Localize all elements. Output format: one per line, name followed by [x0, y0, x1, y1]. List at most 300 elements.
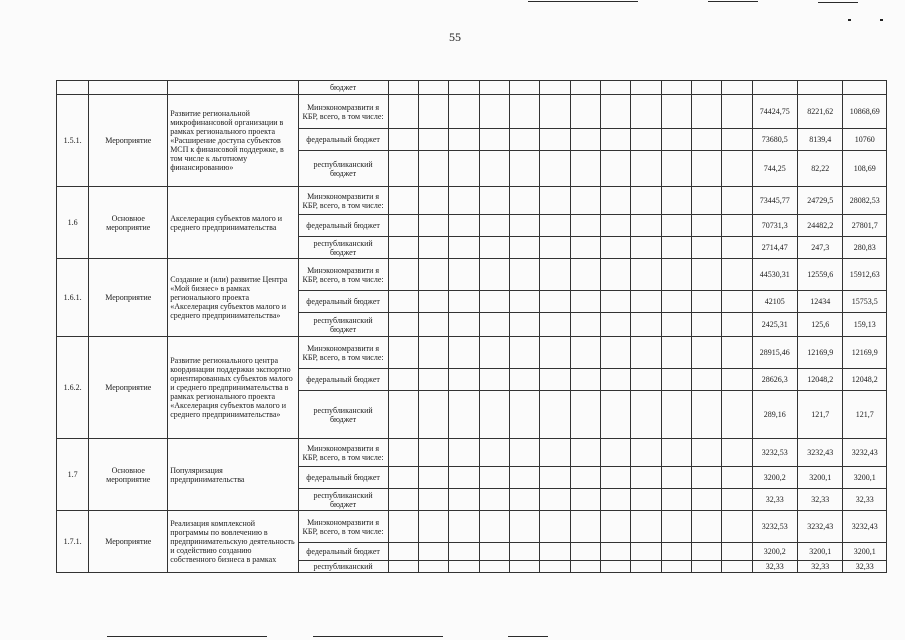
empty-year-cell	[600, 489, 630, 511]
empty-year-cell	[661, 259, 691, 291]
activity-name: Популяризация предпринимательства	[168, 439, 298, 511]
empty-year-cell	[540, 259, 570, 291]
empty-year-cell	[631, 81, 661, 95]
empty-year-cell	[388, 489, 418, 511]
empty-year-cell	[722, 489, 752, 511]
empty-year-cell	[418, 391, 448, 439]
empty-year-cell	[722, 291, 752, 313]
amount-year-3: 32,33	[843, 561, 887, 573]
empty-year-cell	[449, 439, 479, 467]
empty-year-cell	[388, 543, 418, 561]
empty-year-cell	[570, 561, 600, 573]
empty-year-cell	[509, 391, 539, 439]
empty-year-cell	[570, 95, 600, 129]
activity-kind: Мероприятие	[89, 259, 168, 337]
empty-year-cell	[722, 337, 752, 369]
empty-year-cell	[661, 151, 691, 187]
empty-year-cell	[479, 237, 509, 259]
empty-year-cell	[418, 95, 448, 129]
empty-year-cell	[509, 291, 539, 313]
amount-year-2: 3232,43	[797, 439, 842, 467]
amount-year-1: 3232,53	[752, 511, 797, 543]
empty-year-cell	[631, 489, 661, 511]
empty-year-cell	[418, 337, 448, 369]
amount-year-3: 108,69	[843, 151, 887, 187]
empty-year-cell	[570, 489, 600, 511]
amount-year-2: 121,7	[797, 391, 842, 439]
empty-year-cell	[479, 259, 509, 291]
empty-year-cell	[570, 291, 600, 313]
activity-code: 1.7.1.	[57, 511, 89, 573]
table-row	[57, 187, 887, 215]
empty-year-cell	[722, 259, 752, 291]
empty-year-cell	[722, 511, 752, 543]
empty-year-cell	[570, 439, 600, 467]
activity-code: 1.6.2.	[57, 337, 89, 439]
empty-year-cell	[600, 543, 630, 561]
empty-year-cell	[479, 187, 509, 215]
empty-year-cell	[509, 237, 539, 259]
empty-year-cell	[600, 369, 630, 391]
empty-year-cell	[570, 313, 600, 337]
empty-year-cell	[631, 543, 661, 561]
empty-year-cell	[509, 561, 539, 573]
empty-year-cell	[418, 187, 448, 215]
empty-year-cell	[691, 95, 721, 129]
activity-code: 1.7	[57, 439, 89, 511]
empty-year-cell	[722, 95, 752, 129]
empty-year-cell	[479, 151, 509, 187]
table-row	[57, 439, 887, 467]
empty-year-cell	[570, 369, 600, 391]
activity-name: Создание и (или) развитие Центра «Мой бизнес» в рамках регионального проекта «Акселерация субъектов малого и среднего предпринимательства»	[168, 259, 298, 337]
amount-year-1: 3232,53	[752, 439, 797, 467]
amount-year-3: 280,83	[843, 237, 887, 259]
empty-year-cell	[388, 187, 418, 215]
empty-year-cell	[418, 543, 448, 561]
empty-year-cell	[509, 439, 539, 467]
activity-kind: Основное мероприятие	[89, 439, 168, 511]
amount-year-2: 24482,2	[797, 215, 842, 237]
empty-year-cell	[418, 313, 448, 337]
amount-year-2: 3200,1	[797, 467, 842, 489]
empty-year-cell	[661, 561, 691, 573]
empty-year-cell	[661, 369, 691, 391]
activity-code: 1.5.1.	[57, 95, 89, 187]
page-number: 55	[449, 30, 461, 44]
empty-year-cell	[540, 511, 570, 543]
empty-year-cell	[509, 129, 539, 151]
activity-name: Акселерация субъектов малого и среднего предпринимательства	[168, 187, 298, 259]
amount-year-1: 73680,5	[752, 129, 797, 151]
empty-year-cell	[418, 439, 448, 467]
kind-cell	[89, 81, 168, 95]
empty-year-cell	[509, 467, 539, 489]
empty-year-cell	[449, 313, 479, 337]
funding-source: федеральный бюджет	[298, 543, 388, 561]
empty-year-cell	[479, 337, 509, 369]
empty-year-cell	[600, 237, 630, 259]
value-cell	[797, 81, 842, 95]
empty-year-cell	[570, 187, 600, 215]
empty-year-cell	[691, 237, 721, 259]
empty-year-cell	[479, 81, 509, 95]
code-cell	[57, 81, 89, 95]
scan-line-bottom-1	[107, 636, 267, 637]
empty-year-cell	[570, 511, 600, 543]
empty-year-cell	[570, 151, 600, 187]
empty-year-cell	[509, 187, 539, 215]
empty-year-cell	[479, 439, 509, 467]
empty-year-cell	[418, 561, 448, 573]
empty-year-cell	[631, 511, 661, 543]
activity-kind: Мероприятие	[89, 95, 168, 187]
empty-year-cell	[691, 489, 721, 511]
empty-year-cell	[722, 187, 752, 215]
empty-year-cell	[449, 129, 479, 151]
empty-year-cell	[449, 187, 479, 215]
empty-year-cell	[449, 337, 479, 369]
empty-year-cell	[631, 187, 661, 215]
empty-year-cell	[449, 259, 479, 291]
scan-dot-2	[880, 19, 883, 21]
funding-source: федеральный бюджет	[298, 129, 388, 151]
amount-year-1: 28915,46	[752, 337, 797, 369]
funding-source: республиканский бюджет	[298, 489, 388, 511]
empty-year-cell	[449, 81, 479, 95]
empty-year-cell	[388, 95, 418, 129]
empty-year-cell	[661, 337, 691, 369]
empty-year-cell	[722, 561, 752, 573]
amount-year-1: 74424,75	[752, 95, 797, 129]
scan-line-top-3	[818, 2, 858, 3]
value-cell	[752, 81, 797, 95]
funding-source: Минэкономразвити я КБР, всего, в том числе:	[298, 187, 388, 215]
empty-year-cell	[388, 313, 418, 337]
amount-year-1: 70731,3	[752, 215, 797, 237]
empty-year-cell	[509, 369, 539, 391]
empty-year-cell	[691, 337, 721, 369]
empty-year-cell	[540, 439, 570, 467]
empty-year-cell	[540, 543, 570, 561]
empty-year-cell	[661, 543, 691, 561]
empty-year-cell	[691, 391, 721, 439]
empty-year-cell	[631, 215, 661, 237]
empty-year-cell	[691, 439, 721, 467]
empty-year-cell	[479, 369, 509, 391]
empty-year-cell	[388, 237, 418, 259]
amount-year-3: 15912,63	[843, 259, 887, 291]
name-cell	[168, 81, 298, 95]
amount-year-2: 12169,9	[797, 337, 842, 369]
empty-year-cell	[661, 237, 691, 259]
activity-name: Развитие региональной микрофинансовой организации в рамках регионального проекта «Расширение доступа субъектов МСП к финансовой поддержке, в том числе к льготному финансированию»	[168, 95, 298, 187]
activity-code: 1.6.1.	[57, 259, 89, 337]
amount-year-3: 12169,9	[843, 337, 887, 369]
empty-year-cell	[661, 511, 691, 543]
funding-source: Минэкономразвити я КБР, всего, в том числе:	[298, 511, 388, 543]
empty-year-cell	[600, 337, 630, 369]
funding-source: Минэкономразвити я КБР, всего, в том числе:	[298, 337, 388, 369]
source-cell: бюджет	[298, 81, 388, 95]
empty-year-cell	[540, 81, 570, 95]
empty-year-cell	[600, 561, 630, 573]
empty-year-cell	[722, 215, 752, 237]
empty-year-cell	[691, 467, 721, 489]
empty-year-cell	[449, 215, 479, 237]
empty-year-cell	[479, 391, 509, 439]
empty-year-cell	[418, 215, 448, 237]
empty-year-cell	[631, 439, 661, 467]
empty-year-cell	[691, 259, 721, 291]
empty-year-cell	[509, 511, 539, 543]
empty-year-cell	[722, 543, 752, 561]
empty-year-cell	[418, 129, 448, 151]
empty-year-cell	[479, 129, 509, 151]
amount-year-1: 28626,3	[752, 369, 797, 391]
scan-line-bottom-2	[313, 636, 443, 637]
empty-year-cell	[661, 291, 691, 313]
amount-year-1: 42105	[752, 291, 797, 313]
empty-year-cell	[661, 95, 691, 129]
activity-kind: Мероприятие	[89, 511, 168, 573]
empty-year-cell	[479, 215, 509, 237]
funding-source: республиканский бюджет	[298, 151, 388, 187]
amount-year-3: 12048,2	[843, 369, 887, 391]
empty-year-cell	[600, 467, 630, 489]
empty-year-cell	[388, 511, 418, 543]
funding-source: Минэкономразвити я КБР, всего, в том числе:	[298, 95, 388, 129]
empty-year-cell	[479, 489, 509, 511]
funding-source: федеральный бюджет	[298, 291, 388, 313]
empty-year-cell	[540, 187, 570, 215]
amount-year-2: 32,33	[797, 561, 842, 573]
empty-year-cell	[418, 291, 448, 313]
empty-year-cell	[479, 561, 509, 573]
empty-year-cell	[631, 151, 661, 187]
empty-year-cell	[661, 313, 691, 337]
empty-year-cell	[418, 259, 448, 291]
amount-year-3: 3200,1	[843, 467, 887, 489]
empty-year-cell	[691, 129, 721, 151]
empty-year-cell	[661, 489, 691, 511]
amount-year-2: 24729,5	[797, 187, 842, 215]
activity-name: Развитие регионального центра координации поддержки экспортно ориентированных субъектов малого и среднего предпринимательства в рамках регионального проекта «Акселерация субъектов малого и среднего предпринимательства»	[168, 337, 298, 439]
empty-year-cell	[691, 81, 721, 95]
amount-year-1: 3200,2	[752, 543, 797, 561]
empty-year-cell	[479, 543, 509, 561]
empty-year-cell	[449, 291, 479, 313]
empty-year-cell	[388, 337, 418, 369]
empty-year-cell	[631, 391, 661, 439]
empty-year-cell	[661, 81, 691, 95]
table-row	[57, 81, 887, 95]
empty-year-cell	[631, 129, 661, 151]
empty-year-cell	[600, 391, 630, 439]
amount-year-3: 3232,43	[843, 511, 887, 543]
amount-year-2: 12434	[797, 291, 842, 313]
empty-year-cell	[509, 215, 539, 237]
empty-year-cell	[631, 561, 661, 573]
empty-year-cell	[388, 291, 418, 313]
empty-year-cell	[509, 95, 539, 129]
empty-year-cell	[600, 151, 630, 187]
empty-year-cell	[691, 369, 721, 391]
value-cell	[843, 81, 887, 95]
empty-year-cell	[388, 259, 418, 291]
empty-year-cell	[600, 81, 630, 95]
amount-year-3: 10760	[843, 129, 887, 151]
amount-year-1: 744,25	[752, 151, 797, 187]
empty-year-cell	[509, 543, 539, 561]
amount-year-2: 3232,43	[797, 511, 842, 543]
empty-year-cell	[540, 369, 570, 391]
amount-year-3: 27801,7	[843, 215, 887, 237]
funding-source: федеральный бюджет	[298, 467, 388, 489]
amount-year-1: 2425,31	[752, 313, 797, 337]
empty-year-cell	[631, 95, 661, 129]
empty-year-cell	[449, 561, 479, 573]
empty-year-cell	[691, 291, 721, 313]
scan-line-bottom-3	[508, 636, 548, 637]
amount-year-1: 32,33	[752, 489, 797, 511]
empty-year-cell	[600, 291, 630, 313]
empty-year-cell	[722, 313, 752, 337]
empty-year-cell	[570, 391, 600, 439]
table-row	[57, 511, 887, 543]
empty-year-cell	[540, 291, 570, 313]
amount-year-1: 73445,77	[752, 187, 797, 215]
empty-year-cell	[418, 489, 448, 511]
empty-year-cell	[449, 511, 479, 543]
funding-source: республиканский бюджет	[298, 237, 388, 259]
empty-year-cell	[600, 259, 630, 291]
amount-year-2: 82,22	[797, 151, 842, 187]
funding-source: Минэкономразвити я КБР, всего, в том числе:	[298, 259, 388, 291]
empty-year-cell	[540, 151, 570, 187]
empty-year-cell	[388, 391, 418, 439]
empty-year-cell	[388, 215, 418, 237]
empty-year-cell	[722, 129, 752, 151]
empty-year-cell	[509, 259, 539, 291]
empty-year-cell	[449, 489, 479, 511]
scan-line-top-1	[528, 1, 638, 2]
empty-year-cell	[540, 561, 570, 573]
empty-year-cell	[722, 237, 752, 259]
empty-year-cell	[570, 81, 600, 95]
empty-year-cell	[479, 467, 509, 489]
activity-name: Реализация комплексной программы по вовлечению в предпринимательскую деятельность и содействию созданию собственного бизнеса в рамках	[168, 511, 298, 573]
empty-year-cell	[722, 369, 752, 391]
table-row	[57, 259, 887, 291]
empty-year-cell	[691, 313, 721, 337]
amount-year-1: 2714,47	[752, 237, 797, 259]
empty-year-cell	[631, 313, 661, 337]
activity-kind: Основное мероприятие	[89, 187, 168, 259]
empty-year-cell	[600, 95, 630, 129]
amount-year-3: 32,33	[843, 489, 887, 511]
empty-year-cell	[691, 561, 721, 573]
empty-year-cell	[722, 467, 752, 489]
scan-dot-1	[848, 19, 851, 21]
amount-year-3: 3232,43	[843, 439, 887, 467]
empty-year-cell	[479, 291, 509, 313]
empty-year-cell	[600, 511, 630, 543]
amount-year-2: 12048,2	[797, 369, 842, 391]
empty-year-cell	[540, 489, 570, 511]
budget-table-body	[57, 81, 887, 573]
empty-year-cell	[540, 95, 570, 129]
table-row	[57, 337, 887, 369]
empty-year-cell	[388, 439, 418, 467]
empty-year-cell	[631, 369, 661, 391]
funding-source: республиканский бюджет	[298, 313, 388, 337]
empty-year-cell	[449, 95, 479, 129]
amount-year-2: 8139,4	[797, 129, 842, 151]
empty-year-cell	[509, 313, 539, 337]
empty-year-cell	[691, 151, 721, 187]
amount-year-3: 28082,53	[843, 187, 887, 215]
empty-year-cell	[540, 129, 570, 151]
amount-year-3: 121,7	[843, 391, 887, 439]
empty-year-cell	[570, 543, 600, 561]
amount-year-3: 3200,1	[843, 543, 887, 561]
amount-year-3: 159,13	[843, 313, 887, 337]
empty-year-cell	[570, 237, 600, 259]
amount-year-1: 289,16	[752, 391, 797, 439]
empty-year-cell	[570, 259, 600, 291]
amount-year-2: 247,3	[797, 237, 842, 259]
empty-year-cell	[722, 439, 752, 467]
empty-year-cell	[418, 237, 448, 259]
table-row	[57, 95, 887, 129]
empty-year-cell	[509, 337, 539, 369]
empty-year-cell	[691, 215, 721, 237]
empty-year-cell	[540, 467, 570, 489]
empty-year-cell	[418, 511, 448, 543]
empty-year-cell	[540, 337, 570, 369]
amount-year-2: 8221,62	[797, 95, 842, 129]
empty-year-cell	[540, 237, 570, 259]
empty-year-cell	[600, 313, 630, 337]
empty-year-cell	[570, 215, 600, 237]
empty-year-cell	[661, 467, 691, 489]
empty-year-cell	[449, 237, 479, 259]
empty-year-cell	[570, 129, 600, 151]
empty-year-cell	[600, 187, 630, 215]
amount-year-1: 3200,2	[752, 467, 797, 489]
empty-year-cell	[388, 81, 418, 95]
empty-year-cell	[661, 129, 691, 151]
empty-year-cell	[722, 81, 752, 95]
empty-year-cell	[509, 81, 539, 95]
empty-year-cell	[418, 151, 448, 187]
amount-year-3: 15753,5	[843, 291, 887, 313]
empty-year-cell	[418, 81, 448, 95]
empty-year-cell	[449, 391, 479, 439]
empty-year-cell	[691, 511, 721, 543]
empty-year-cell	[631, 467, 661, 489]
empty-year-cell	[388, 129, 418, 151]
empty-year-cell	[540, 215, 570, 237]
empty-year-cell	[691, 543, 721, 561]
scan-line-top-2	[708, 1, 758, 2]
funding-source: Минэкономразвити я КБР, всего, в том числе:	[298, 439, 388, 467]
amount-year-2: 125,6	[797, 313, 842, 337]
empty-year-cell	[449, 543, 479, 561]
amount-year-1: 44530,31	[752, 259, 797, 291]
empty-year-cell	[722, 151, 752, 187]
